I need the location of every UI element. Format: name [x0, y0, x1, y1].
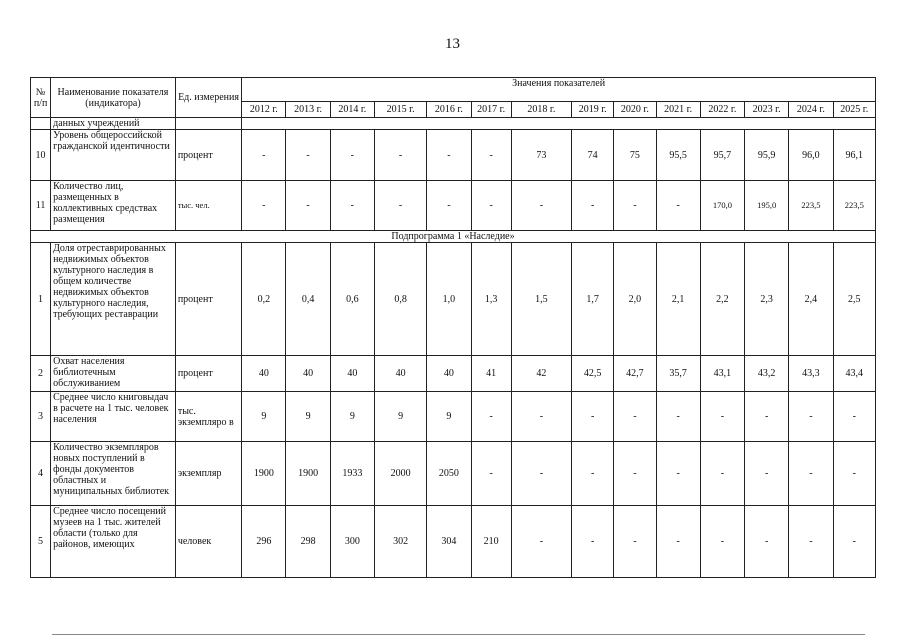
value-cell: 195,0 [745, 181, 789, 231]
value-cell: 2,2 [700, 243, 744, 356]
year-header: 2013 г. [286, 102, 330, 118]
year-header: 2020 г. [614, 102, 656, 118]
value-cell: 73 [511, 130, 571, 181]
continuation-text: данных учреждений [51, 118, 176, 130]
value-cell: - [656, 181, 700, 231]
table-row [31, 181, 876, 231]
value-cell: 223,5 [833, 181, 875, 231]
value-cell: 40 [330, 356, 374, 392]
value-cell: 1,7 [572, 243, 614, 356]
year-header: 2017 г. [471, 102, 511, 118]
table-row [31, 130, 876, 181]
value-cell: 304 [427, 506, 471, 578]
value-cell: 1,3 [471, 243, 511, 356]
value-cell: 1,0 [427, 243, 471, 356]
row-number: 5 [31, 506, 51, 578]
indicator-name: Доля отреставрированных недвижимых объектов культурного наследия в общем количестве недвижимых объектов культурного наследия, требующих реставрации [51, 243, 176, 356]
row-number: 10 [31, 130, 51, 181]
year-header: 2022 г. [700, 102, 744, 118]
continuation-row [31, 118, 876, 130]
year-header: 2018 г. [511, 102, 571, 118]
row-number: 3 [31, 392, 51, 442]
value-cell: 298 [286, 506, 330, 578]
indicator-name: Среднее число книговыдач в расчете на 1 тыс. человек населения [51, 392, 176, 442]
value-cell: 42 [511, 356, 571, 392]
value-cell: 2,0 [614, 243, 656, 356]
value-cell: 0,8 [374, 243, 426, 356]
indicator-name: Охват населения библиотечным обслуживанием [51, 356, 176, 392]
value-cell: - [614, 392, 656, 442]
indicator-name: Количество экземпляров новых поступлений в фонды документов областных и муниципальных библиотек [51, 442, 176, 506]
row-number: 1 [31, 243, 51, 356]
indicator-name: Среднее число посещений музеев на 1 тыс. жителей области (только для районов, имеющих [51, 506, 176, 578]
subprogram-title: Подпрограмма 1 «Наследие» [31, 231, 876, 243]
value-cell: - [789, 506, 833, 578]
header-name: Наименование показателя (индикатора) [51, 78, 176, 118]
value-cell: 2,1 [656, 243, 700, 356]
value-cell: 296 [242, 506, 286, 578]
unit-of-measure: процент [175, 243, 241, 356]
value-cell: 302 [374, 506, 426, 578]
value-cell: - [656, 392, 700, 442]
value-cell: 96,1 [833, 130, 875, 181]
value-cell: - [614, 506, 656, 578]
value-cell: 96,0 [789, 130, 833, 181]
value-cell: - [471, 181, 511, 231]
value-cell: - [471, 442, 511, 506]
value-cell: 40 [242, 356, 286, 392]
value-cell: 74 [572, 130, 614, 181]
value-cell: 43,2 [745, 356, 789, 392]
unit-of-measure: процент [175, 130, 241, 181]
unit-of-measure: тыс. экземпляро в [175, 392, 241, 442]
value-cell: 41 [471, 356, 511, 392]
value-cell: 1900 [242, 442, 286, 506]
indicator-name: Количество лиц, размещенных в коллективных средствах размещения [51, 181, 176, 231]
value-cell: 0,2 [242, 243, 286, 356]
value-cell: 300 [330, 506, 374, 578]
value-cell: 2050 [427, 442, 471, 506]
unit-of-measure: экземпляр [175, 442, 241, 506]
value-cell: 40 [374, 356, 426, 392]
value-cell: 95,7 [700, 130, 744, 181]
value-cell: 1900 [286, 442, 330, 506]
value-cell: 1933 [330, 442, 374, 506]
year-header: 2016 г. [427, 102, 471, 118]
value-cell: - [572, 506, 614, 578]
table-row [31, 243, 876, 356]
value-cell: 95,9 [745, 130, 789, 181]
value-cell: - [330, 181, 374, 231]
value-cell: - [330, 130, 374, 181]
unit-of-measure: человек [175, 506, 241, 578]
value-cell: - [745, 392, 789, 442]
indicator-name: Уровень общероссийской гражданской идентичности [51, 130, 176, 181]
value-cell: 0,6 [330, 243, 374, 356]
year-header: 2012 г. [242, 102, 286, 118]
value-cell: - [286, 130, 330, 181]
value-cell: 9 [286, 392, 330, 442]
value-cell: 43,4 [833, 356, 875, 392]
value-cell: - [572, 392, 614, 442]
value-cell: - [471, 392, 511, 442]
value-cell: 9 [330, 392, 374, 442]
year-header: 2014 г. [330, 102, 374, 118]
value-cell: - [511, 506, 571, 578]
value-cell: - [374, 130, 426, 181]
value-cell: - [789, 392, 833, 442]
value-cell: - [789, 442, 833, 506]
value-cell: 210 [471, 506, 511, 578]
value-cell: - [572, 181, 614, 231]
row-number: 11 [31, 181, 51, 231]
header-row-top [31, 78, 876, 102]
value-cell: 42,5 [572, 356, 614, 392]
year-header: 2025 г. [833, 102, 875, 118]
page-number: 13 [445, 36, 460, 52]
value-cell: 43,1 [700, 356, 744, 392]
value-cell: 170,0 [700, 181, 744, 231]
value-cell: - [745, 442, 789, 506]
year-header: 2015 г. [374, 102, 426, 118]
value-cell: 0,4 [286, 243, 330, 356]
value-cell: - [614, 181, 656, 231]
table-row [31, 356, 876, 392]
value-cell: 2,5 [833, 243, 875, 356]
value-cell: - [511, 442, 571, 506]
value-cell: 1,5 [511, 243, 571, 356]
value-cell: - [700, 506, 744, 578]
row-number: 2 [31, 356, 51, 392]
unit-of-measure: процент [175, 356, 241, 392]
indicators-table [30, 77, 876, 578]
value-cell: - [833, 392, 875, 442]
table-row [31, 392, 876, 442]
value-cell: 9 [374, 392, 426, 442]
value-cell: 42,7 [614, 356, 656, 392]
value-cell: - [427, 130, 471, 181]
value-cell: 75 [614, 130, 656, 181]
value-cell: - [242, 181, 286, 231]
subprogram-row [31, 231, 876, 243]
value-cell: - [572, 442, 614, 506]
value-cell: 2,4 [789, 243, 833, 356]
year-header: 2021 г. [656, 102, 700, 118]
value-cell: 95,5 [656, 130, 700, 181]
header-num: № п/п [31, 78, 51, 118]
year-header: 2024 г. [789, 102, 833, 118]
value-cell: - [511, 392, 571, 442]
value-cell: - [833, 442, 875, 506]
unit-of-measure: тыс. чел. [175, 181, 241, 231]
value-cell: - [833, 506, 875, 578]
value-cell: 40 [427, 356, 471, 392]
value-cell: - [511, 181, 571, 231]
page-bottom-rule [52, 634, 865, 635]
value-cell: - [614, 442, 656, 506]
value-cell: - [656, 506, 700, 578]
value-cell: - [242, 130, 286, 181]
year-header: 2023 г. [745, 102, 789, 118]
value-cell: 2,3 [745, 243, 789, 356]
value-cell: - [427, 181, 471, 231]
header-values: Значения показателей [242, 78, 876, 102]
year-header: 2019 г. [572, 102, 614, 118]
table-row [31, 442, 876, 506]
value-cell: - [745, 506, 789, 578]
value-cell: - [700, 442, 744, 506]
header-unit: Ед. измерения [175, 78, 241, 118]
row-number: 4 [31, 442, 51, 506]
value-cell: - [374, 181, 426, 231]
value-cell: - [656, 442, 700, 506]
value-cell: 43,3 [789, 356, 833, 392]
value-cell: - [700, 392, 744, 442]
value-cell: 9 [242, 392, 286, 442]
value-cell: 9 [427, 392, 471, 442]
value-cell: 223,5 [789, 181, 833, 231]
value-cell: - [286, 181, 330, 231]
value-cell: 40 [286, 356, 330, 392]
value-cell: 35,7 [656, 356, 700, 392]
value-cell: - [471, 130, 511, 181]
table-row [31, 506, 876, 578]
value-cell: 2000 [374, 442, 426, 506]
